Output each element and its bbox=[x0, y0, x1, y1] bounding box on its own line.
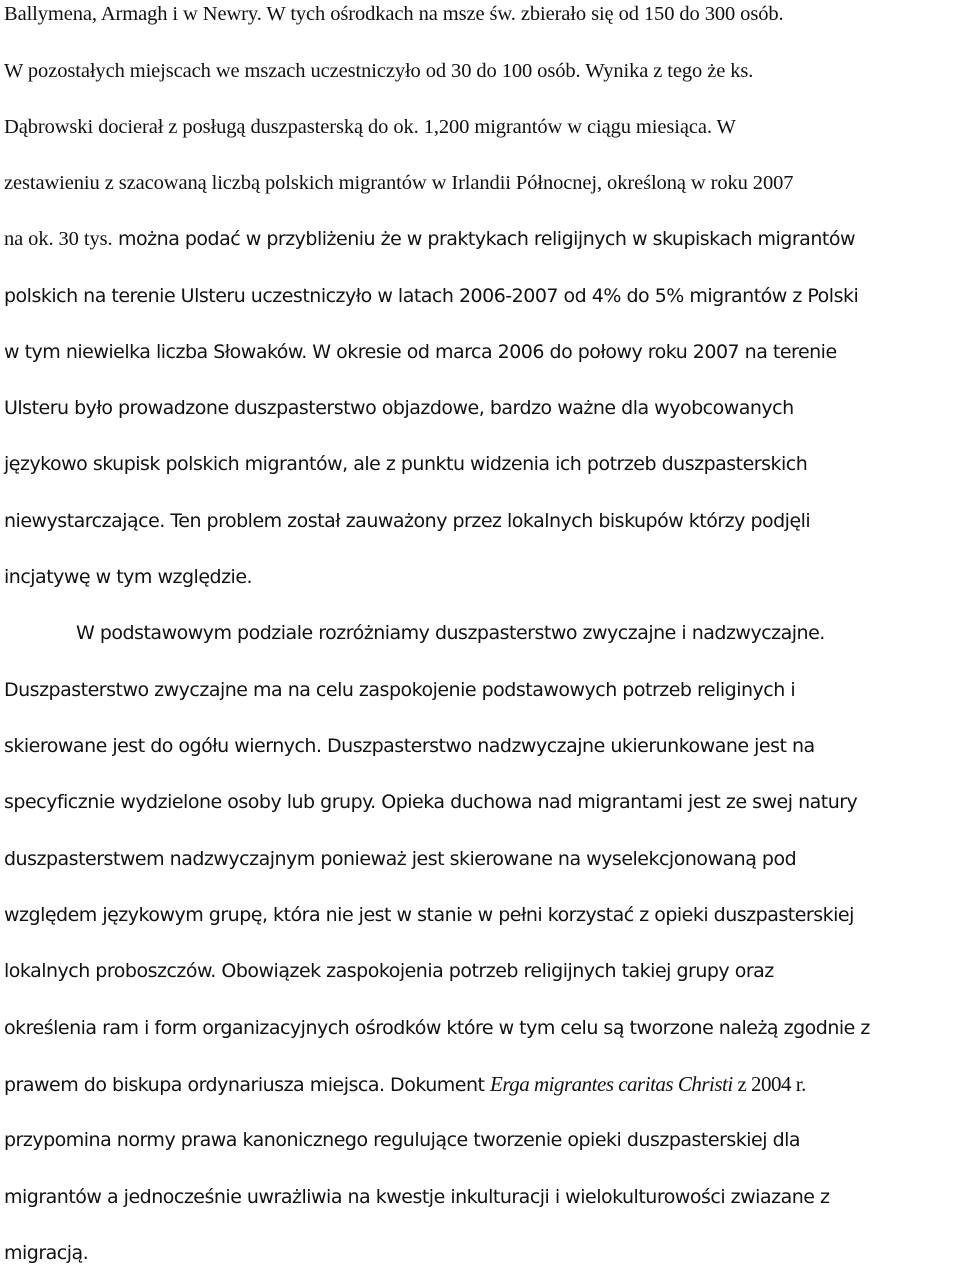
text-line-6: polskich na terenie Ulsteru uczestniczyło w latach 2006-2007 od 4% do 5% migrantów z Polski bbox=[4, 285, 859, 307]
text-line-7: w tym niewielka liczba Słowaków. W okresie od marca 2006 do połowy roku 2007 na terenie bbox=[4, 341, 837, 363]
text-line-20-after: z 2004 r. bbox=[732, 1072, 806, 1096]
text-line-14: skierowane jest do ogółu wiernych. Duszpasterstwo nadzwyczajne ukierunkowane jest na bbox=[4, 735, 815, 757]
text-line-4: zestawieniu z szacowaną liczbą polskich migrantów w Irlandii Północnej, określoną w roku 2007 bbox=[4, 172, 794, 194]
text-line-2: W pozostałych miejscach we mszach uczestniczyło od 30 do 100 osób. Wynika z tego że ks. bbox=[4, 60, 754, 82]
text-line-20-before: prawem do biskupa ordynariusza miejsca. Dokument bbox=[4, 1074, 491, 1096]
paragraph-2-first-line: W podstawowym podziale rozróżniamy duszpasterstwo zwyczajne i nadzwyczajne. bbox=[76, 622, 825, 644]
text-line-15: specyficznie wydzielone osoby lub grupy. Opieka duchowa nad migrantami jest ze swej natury bbox=[4, 791, 858, 813]
text-line-9: językowo skupisk polskich migrantów, ale z punktu widzenia ich potrzeb duszpasterskich bbox=[4, 453, 808, 475]
document-title-italic: Erga migrantes caritas Christi bbox=[490, 1072, 733, 1096]
text-line-5-sans: można podać w przybliżeniu że w praktykach religijnych w skupiskach migrantów bbox=[112, 228, 855, 250]
text-line-20 bbox=[4, 1071, 806, 1098]
text-line-17: względem językowym grupę, która nie jest w stanie w pełni korzystać z opieki duszpasterskiej bbox=[4, 904, 854, 926]
text-line-16: duszpasterstwem nadzwyczajnym ponieważ jest skierowane na wyselekcjonowaną pod bbox=[4, 848, 797, 870]
text-line-22: migrantów a jednocześnie uwrażliwia na kwestje inkulturacji i wielokulturowości zwiazane z bbox=[4, 1186, 830, 1208]
text-line-21: przypomina normy prawa kanonicznego regulujące tworzenie opieki duszpasterskiej dla bbox=[4, 1129, 801, 1151]
text-line-5 bbox=[4, 226, 855, 252]
text-line-19: określenia ram i form organizacyjnych ośrodków które w tym celu są tworzone należą zgodnie z bbox=[4, 1017, 870, 1039]
text-line-3: Dąbrowski docierał z posługą duszpasterską do ok. 1,200 migrantów w ciągu miesiąca. W bbox=[4, 116, 736, 138]
text-line-10: niewystarczające. Ten problem został zauważony przez lokalnych biskupów którzy podjęli bbox=[4, 510, 811, 532]
text-line-23: migracją. bbox=[4, 1242, 89, 1264]
text-line-8: Ulsteru było prowadzone duszpasterstwo objazdowe, bardzo ważne dla wyobcowanych bbox=[4, 397, 794, 419]
text-line-18: lokalnych proboszczów. Obowiązek zaspokojenia potrzeb religijnych takiej grupy oraz bbox=[4, 960, 774, 982]
text-line-13: Duszpasterstwo zwyczajne ma na celu zaspokojenie podstawowych potrzeb religinych i bbox=[4, 679, 796, 701]
text-line-11: incjatywę w tym względzie. bbox=[4, 566, 253, 588]
text-line-1: Ballymena, Armagh i w Newry. W tych ośrodkach na msze św. zbierało się od 150 do 300 osób. bbox=[4, 3, 784, 25]
text-line-5-serif: na ok. 30 tys. bbox=[4, 228, 113, 250]
